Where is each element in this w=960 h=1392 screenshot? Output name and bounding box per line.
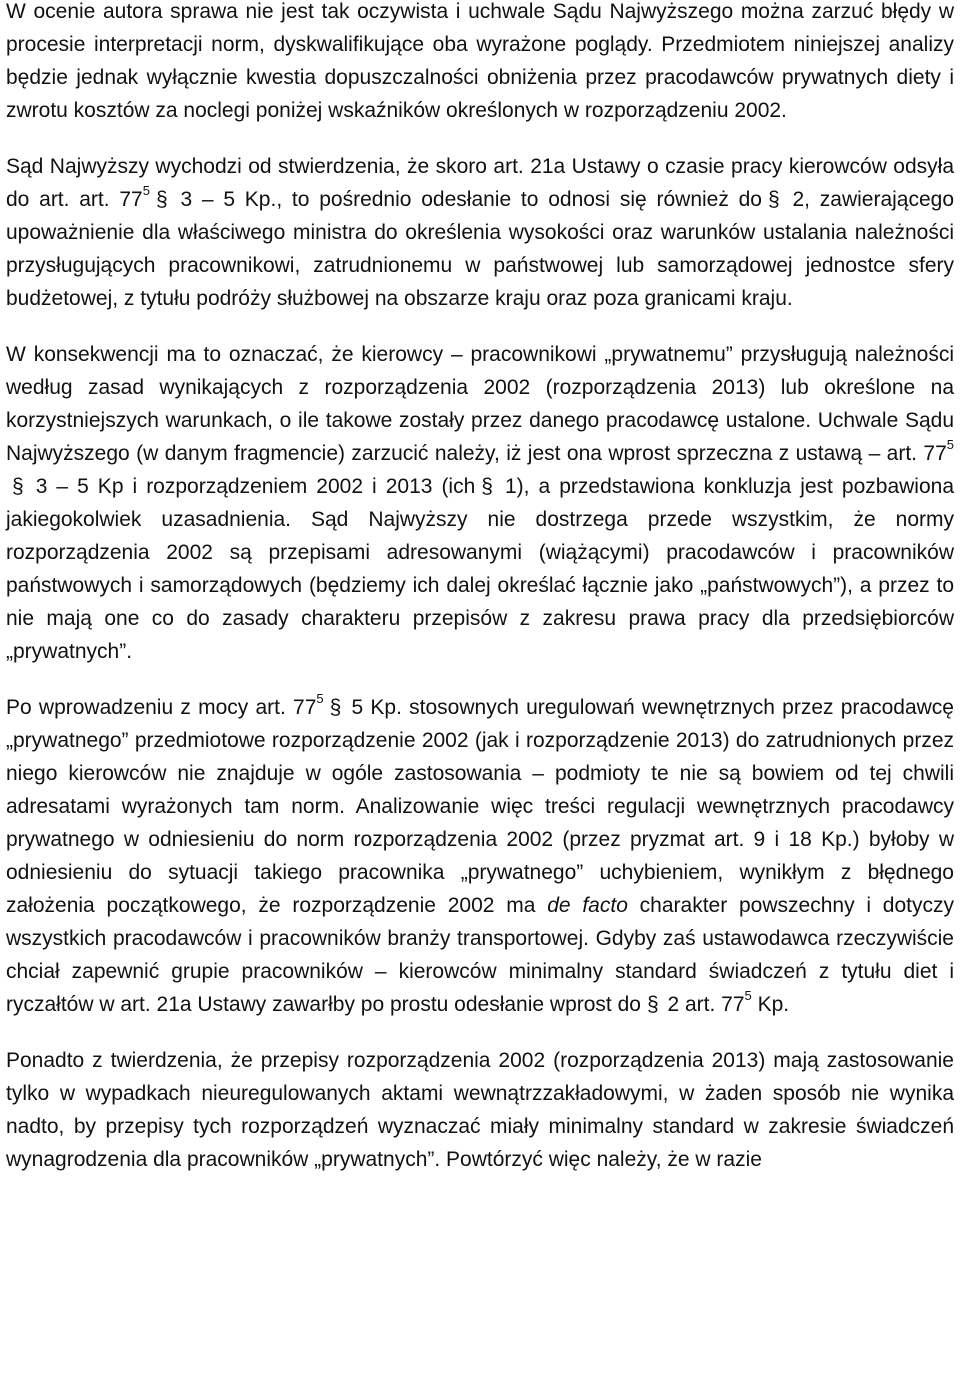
- text-run: Kp.: [751, 993, 790, 1016]
- paragraph: [6, 0, 954, 127]
- superscript: 5: [744, 988, 752, 1003]
- text-run: W konsekwencji ma to oznaczać, że kierowcy – pracownikowi „prywatnemu” przysługują należności według zasad wynikających z rozporządzenia 2002 (rozporządzenia 2013) lub określone na korzystniejszych warunkach, o ile takowe zostały przez danego pracodawcę ustalone. Uchwale Sądu Najwyższego (w danym fragmencie) zarzucić należy, iż jest ona wprost sprzeczna z ustawą – art. 77: [6, 343, 954, 465]
- document-page: [6, 0, 954, 1199]
- superscript: 5: [316, 691, 324, 706]
- paragraph: [6, 691, 954, 1021]
- text-run: 3 – 5 Kp i rozporządzeniem 2002 i 2013 (ich: [35, 475, 476, 498]
- text-run: 1), a przedstawiona konkluzja jest pozbawiona jakiegokolwiek uzasadnienia. Sąd Najwyższy nie dostrzega przede wszystkim, że normy rozporządzenia 2002 są przepisami adresowanymi (wiążącymi) pracodawców i pracowników państwowych i samorządowych (będziemy ich dalej określać łącznie jako „państwowych”), a przez to nie mają one co do zasady charakteru przepisów z zakresu prawa pracy dla przedsiębiorców „prywatnych”.: [6, 475, 954, 663]
- paragraph: [6, 1044, 954, 1176]
- text-run: 2 art. 77: [667, 993, 745, 1016]
- section-sign: §: [155, 188, 168, 211]
- text-run: 3 – 5 Kp., to pośrednio odesłanie to odnosi się również do: [180, 188, 762, 211]
- section-sign: §: [329, 696, 342, 719]
- superscript: 5: [142, 183, 150, 198]
- text-run: charakter powszechny i dotyczy wszystkich pracodawców i pracowników branży transportowej. Gdyby zaś ustawodawca rzeczywiście chciał zapewnić grupie pracowników – kierowców minimalny standard świadczeń z tytułu diet i ryczałtów w art. 21a Ustawy zawarłby po prostu odesłanie wprost do: [6, 894, 954, 1016]
- text-run: 5 Kp. stosownych uregulowań wewnętrznych przez pracodawcę „prywatnego” przedmiotowe rozporządzenie 2002 (jak i rozporządzenie 2013) do zatrudnionych przez niego kierowców nie znajduje w ogóle zastosowania – podmioty te nie są bowiem od tej chwili adresatami wyrażonych tam norm. Analizowanie więc treści regulacji wewnętrznych pracodawcy prywatnego w odniesieniu do norm rozporządzenia 2002 (przez pryzmat art. 9 i 18 Kp.) byłoby w odniesieniu do sytuacji takiego pracownika „prywatnego” uchybieniem, wynikłym z błędnego założenia początkowego, że rozporządzenie 2002 ma: [6, 696, 954, 917]
- italic-text: de facto: [547, 894, 628, 917]
- text-run: Ponadto z twierdzenia, że przepisy rozporządzenia 2002 (rozporządzenia 2013) mają zastosowanie tylko w wypadkach nieuregulowanych aktami wewnątrzzakładowymi, w żaden sposób nie wynika nadto, by przepisy tych rozporządzeń wyznaczać miały minimalny standard w zakresie świadczeń wynagrodzenia dla pracowników „prywatnych”. Powtórzyć więc należy, że w razie: [6, 1049, 954, 1171]
- superscript: 5: [946, 437, 954, 452]
- paragraph: [6, 150, 954, 315]
- text-run: W ocenie autora sprawa nie jest tak oczywista i uchwale Sądu Najwyższego można zarzuć błędy w procesie interpretacji norm, dyskwalifikujące oba wyrażone poglądy. Przedmiotem niniejszej analizy będzie jednak wyłącznie kwestia dopuszczalności obniżenia przez pracodawców prywatnych diety i zwrotu kosztów za noclegi poniżej wskaźników określonych w rozporządzeniu 2002.: [6, 0, 954, 122]
- paragraph: [6, 338, 954, 668]
- section-sign: §: [481, 475, 493, 498]
- text-run: 2, zawierającego upoważnienie dla właściwego ministra do określenia wysokości oraz warunków ustalania należności przysługujących pracownikowi, zatrudnionemu w państwowej lub samorządowej jednostce sfery budżetowej, z tytułu podróży służbowej na obszarze kraju oraz poza granicami kraju.: [6, 188, 955, 310]
- text-run: Po wprowadzeniu z mocy art. 77: [6, 696, 317, 719]
- text-run: Sąd Najwyższy wychodzi od stwierdzenia, że skoro art. 21a Ustawy o czasie pracy kierowców odsyła do art. art. 77: [6, 155, 954, 211]
- section-sign: §: [646, 993, 659, 1016]
- section-sign: §: [12, 475, 24, 498]
- section-sign: §: [768, 188, 780, 211]
